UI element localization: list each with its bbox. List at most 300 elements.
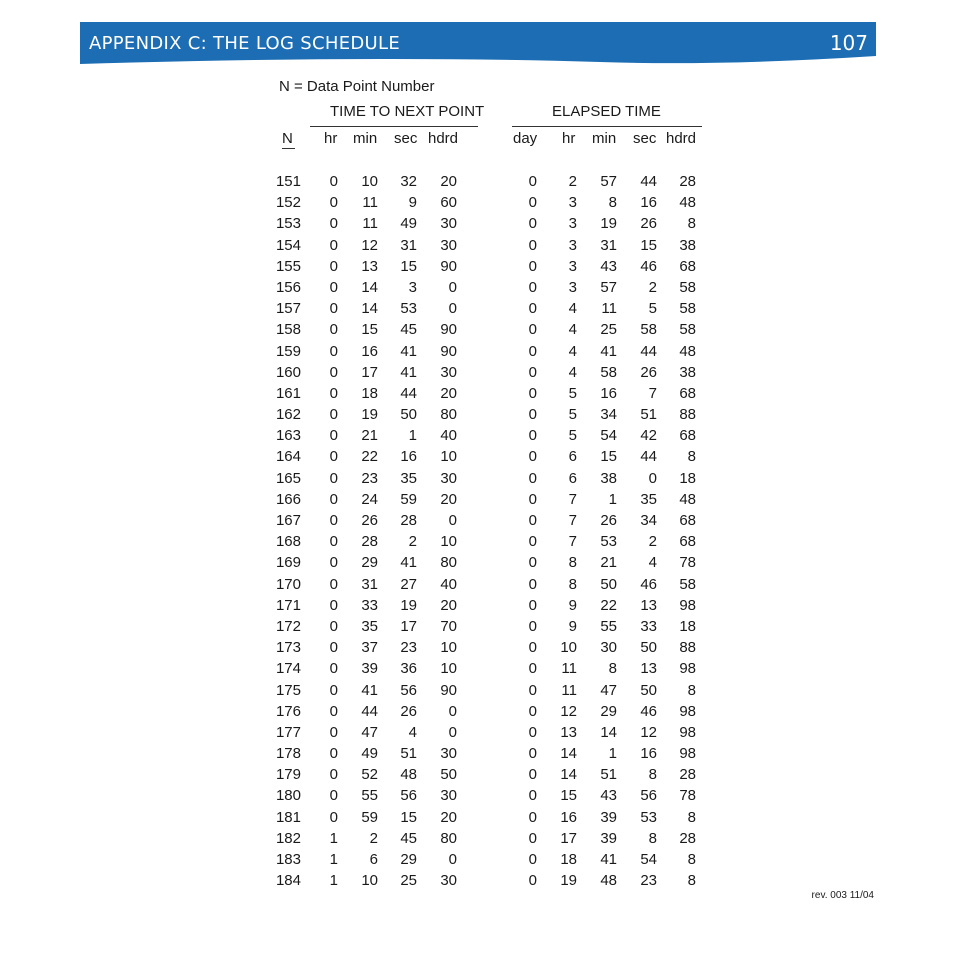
cell-sec: 15 [400,257,417,275]
cell-elapsed-hdrd: 48 [679,342,696,360]
cell-sec: 56 [400,787,417,805]
cell-n: 156 [275,278,301,296]
cell-min: 28 [361,533,378,551]
cell-min: 16 [361,342,378,360]
cell-n: 151 [275,173,301,190]
col-header-elapsed-hr: hr [562,130,576,147]
col-header-n: N [282,130,293,147]
cell-min: 59 [361,808,378,826]
cell-sec: 53 [400,300,417,318]
cell-hr: 0 [329,194,338,212]
cell-n: 171 [275,596,301,614]
col-header-elapsed-min: min [592,130,617,147]
cell-n: 174 [275,660,301,678]
cell-n: 178 [275,745,301,763]
cell-hr: 0 [329,617,338,635]
cell-min: 22 [361,448,378,466]
cell-min: 12 [361,236,378,254]
cell-elapsed-sec: 51 [640,406,657,424]
cell-elapsed-hdrd: 8 [687,681,696,699]
cell-day: 0 [528,596,537,614]
cell-hr: 0 [329,215,338,233]
cell-elapsed-min: 53 [600,533,617,551]
cell-elapsed-hr: 3 [568,257,577,275]
cell-elapsed-sec: 44 [640,448,657,466]
cell-hdrd: 40 [440,575,457,593]
cell-n: 157 [275,300,301,318]
cell-elapsed-min: 38 [600,469,617,487]
cell-elapsed-min: 57 [600,173,617,190]
cell-sec: 31 [400,236,417,254]
cell-n: 179 [275,766,301,784]
cell-elapsed-min: 43 [600,257,617,275]
cell-hdrd: 30 [440,215,457,233]
cell-hr: 0 [329,533,338,551]
cell-hr: 0 [329,490,338,508]
cell-n: 182 [275,829,301,847]
cell-elapsed-hdrd: 98 [679,702,696,720]
cell-elapsed-hdrd: 38 [679,363,696,381]
cell-day: 0 [528,851,537,868]
cell-elapsed-min: 16 [600,384,617,402]
cell-min: 10 [361,872,378,890]
cell-hdrd: 20 [440,490,457,508]
cell-hr: 1 [329,872,338,890]
cell-day: 0 [528,639,537,657]
col-header-day: day [513,130,538,147]
cell-n: 180 [275,787,301,805]
cell-elapsed-sec: 50 [640,681,657,699]
cell-hdrd: 10 [440,533,457,551]
cell-n: 164 [275,448,301,466]
cell-elapsed-hdrd: 28 [679,766,696,784]
cell-elapsed-min: 34 [600,406,617,424]
cell-elapsed-sec: 4 [648,554,657,572]
cell-min: 15 [361,321,378,339]
cell-elapsed-hdrd: 88 [679,406,696,424]
cell-hdrd: 10 [440,639,457,657]
cell-elapsed-min: 29 [600,702,617,720]
col-header-sec: sec [394,130,418,147]
cell-elapsed-min: 30 [600,639,617,657]
cell-hr: 0 [329,300,338,318]
col-header-elapsed-hdrd: hdrd [666,130,697,147]
cell-min: 41 [361,681,378,699]
cell-sec: 27 [400,575,417,593]
cell-min: 17 [361,363,378,381]
cell-elapsed-sec: 23 [640,872,657,890]
cell-sec: 32 [400,173,417,190]
cell-hr: 0 [329,766,338,784]
cell-elapsed-hr: 10 [560,639,577,657]
cell-elapsed-hr: 4 [568,321,577,339]
cell-day: 0 [528,787,537,805]
cell-hdrd: 10 [440,660,457,678]
cell-elapsed-min: 41 [600,342,617,360]
cell-day: 0 [528,745,537,763]
cell-sec: 51 [400,745,417,763]
cell-elapsed-sec: 8 [648,766,657,784]
cell-elapsed-hr: 4 [568,300,577,318]
cell-elapsed-hdrd: 8 [687,872,696,890]
cell-min: 19 [361,406,378,424]
cell-elapsed-hr: 3 [568,278,577,296]
cell-hdrd: 20 [440,596,457,614]
cell-day: 0 [528,406,537,424]
cell-hr: 0 [329,554,338,572]
cell-elapsed-sec: 46 [640,702,657,720]
cell-day: 0 [528,533,537,551]
cell-sec: 4 [408,723,417,741]
cell-elapsed-min: 58 [600,363,617,381]
cell-min: 11 [362,215,378,233]
cell-elapsed-hr: 5 [568,384,577,402]
cell-hdrd: 90 [440,257,457,275]
cell-n: 177 [275,723,301,741]
cell-hdrd: 20 [440,808,457,826]
cell-n: 176 [275,702,301,720]
cell-elapsed-hr: 7 [568,533,577,551]
cell-day: 0 [528,236,537,254]
cell-day: 0 [528,384,537,402]
cell-elapsed-sec: 42 [640,427,657,445]
cell-day: 0 [528,427,537,445]
cell-hdrd: 30 [440,745,457,763]
cell-elapsed-hdrd: 58 [679,278,696,296]
cell-hdrd: 20 [440,384,457,402]
cell-sec: 45 [400,829,417,847]
cell-hr: 0 [329,427,338,445]
cell-hdrd: 30 [440,787,457,805]
cell-elapsed-sec: 7 [648,384,657,402]
cell-hr: 0 [329,236,338,254]
cell-n: 152 [275,194,301,212]
cell-elapsed-hdrd: 78 [679,554,696,572]
cell-day: 0 [528,173,537,190]
cell-elapsed-hr: 13 [560,723,577,741]
cell-hr: 0 [329,448,338,466]
cell-sec: 41 [400,363,417,381]
cell-min: 23 [361,469,378,487]
cell-sec: 29 [400,851,417,868]
cell-elapsed-sec: 34 [640,512,657,529]
cell-elapsed-hdrd: 58 [679,300,696,318]
cell-elapsed-min: 26 [600,512,617,529]
cell-elapsed-min: 31 [600,236,617,254]
cell-hdrd: 0 [448,278,457,296]
cell-elapsed-sec: 8 [648,829,657,847]
cell-min: 39 [361,660,378,678]
cell-hdrd: 80 [440,406,457,424]
cell-min: 35 [361,617,378,635]
cell-elapsed-sec: 16 [640,745,657,763]
cell-elapsed-sec: 26 [640,363,657,381]
cell-elapsed-sec: 46 [640,575,657,593]
group-header-time-to-next: TIME TO NEXT POINT [330,103,485,120]
cell-elapsed-hr: 6 [568,448,577,466]
cell-elapsed-min: 14 [600,723,617,741]
cell-day: 0 [528,660,537,678]
cell-hr: 0 [329,173,338,190]
cell-elapsed-hr: 12 [560,702,577,720]
cell-n: 159 [275,342,301,360]
col-header-min: min [353,130,378,147]
cell-min: 13 [361,257,378,275]
revision-footer: rev. 003 11/04 [811,890,874,901]
cell-elapsed-hdrd: 8 [687,808,696,826]
cell-sec: 1 [408,427,417,445]
cell-elapsed-hdrd: 68 [679,533,696,551]
col-header-hr: hr [324,130,338,147]
cell-elapsed-min: 22 [600,596,617,614]
cell-day: 0 [528,278,537,296]
cell-min: 14 [361,278,378,296]
cell-min: 24 [361,490,378,508]
cell-n: 173 [275,639,301,657]
cell-min: 18 [361,384,378,402]
cell-min: 29 [361,554,378,572]
cell-n: 183 [275,851,301,868]
n-underline [282,148,295,149]
cell-elapsed-hr: 3 [568,194,577,212]
cell-elapsed-sec: 26 [640,215,657,233]
cell-sec: 41 [400,342,417,360]
cell-elapsed-hdrd: 58 [679,321,696,339]
cell-hr: 0 [329,745,338,763]
cell-sec: 9 [408,194,417,212]
cell-day: 0 [528,702,537,720]
cell-n: 181 [275,808,301,826]
cell-min: 10 [361,173,378,190]
cell-min: 31 [361,575,378,593]
cell-min: 37 [361,639,378,657]
cell-min: 6 [369,851,378,868]
cell-hr: 0 [329,723,338,741]
cell-hdrd: 30 [440,469,457,487]
cell-elapsed-min: 21 [600,554,617,572]
cell-day: 0 [528,342,537,360]
cell-elapsed-hr: 14 [560,766,577,784]
cell-sec: 19 [400,596,417,614]
cell-n: 158 [275,321,301,339]
cell-elapsed-hdrd: 68 [679,384,696,402]
cell-elapsed-min: 41 [600,851,617,868]
cell-hdrd: 80 [440,829,457,847]
cell-elapsed-hr: 8 [568,554,577,572]
col-header-hdrd: hdrd [428,130,459,147]
cell-hr: 0 [329,787,338,805]
cell-hr: 0 [329,363,338,381]
cell-min: 21 [361,427,378,445]
cell-elapsed-hdrd: 28 [679,173,696,190]
cell-elapsed-hr: 18 [560,851,577,868]
cell-hdrd: 90 [440,321,457,339]
cell-elapsed-hr: 4 [568,363,577,381]
cell-elapsed-min: 55 [600,617,617,635]
cell-hr: 1 [329,829,338,847]
cell-n: 170 [275,575,301,593]
cell-sec: 26 [400,702,417,720]
cell-sec: 35 [400,469,417,487]
cell-elapsed-min: 8 [608,660,617,678]
cell-sec: 56 [400,681,417,699]
cell-elapsed-sec: 46 [640,257,657,275]
cell-elapsed-hr: 7 [568,490,577,508]
cell-elapsed-hdrd: 68 [679,427,696,445]
cell-elapsed-min: 11 [601,300,617,318]
cell-hdrd: 30 [440,872,457,890]
cell-elapsed-min: 50 [600,575,617,593]
cell-day: 0 [528,363,537,381]
cell-elapsed-hr: 11 [561,660,577,678]
cell-n: 169 [275,554,301,572]
cell-sec: 41 [400,554,417,572]
cell-day: 0 [528,575,537,593]
cell-elapsed-min: 57 [600,278,617,296]
cell-hdrd: 70 [440,617,457,635]
cell-elapsed-sec: 44 [640,173,657,190]
cell-min: 47 [361,723,378,741]
cell-elapsed-hr: 5 [568,427,577,445]
cell-elapsed-hr: 9 [568,617,577,635]
cell-elapsed-hr: 5 [568,406,577,424]
cell-elapsed-sec: 44 [640,342,657,360]
cell-elapsed-min: 39 [600,808,617,826]
cell-n: 167 [275,512,301,529]
cell-elapsed-sec: 15 [640,236,657,254]
cell-hdrd: 0 [448,851,457,868]
cell-elapsed-hdrd: 68 [679,257,696,275]
cell-hdrd: 80 [440,554,457,572]
time-to-next-rule [310,126,478,127]
cell-hdrd: 90 [440,342,457,360]
cell-day: 0 [528,215,537,233]
cell-sec: 16 [400,448,417,466]
cell-elapsed-min: 43 [600,787,617,805]
cell-day: 0 [528,448,537,466]
cell-elapsed-sec: 58 [640,321,657,339]
page-number: 107 [829,31,868,55]
cell-elapsed-hr: 3 [568,215,577,233]
cell-min: 49 [361,745,378,763]
cell-hr: 1 [329,851,338,868]
cell-hr: 0 [329,342,338,360]
cell-elapsed-hr: 7 [568,512,577,529]
cell-elapsed-hdrd: 8 [687,851,696,868]
cell-elapsed-hr: 19 [560,872,577,890]
cell-elapsed-hdrd: 88 [679,639,696,657]
cell-elapsed-hdrd: 98 [679,596,696,614]
cell-n: 162 [275,406,301,424]
cell-hr: 0 [329,681,338,699]
cell-elapsed-hdrd: 48 [679,490,696,508]
cell-elapsed-sec: 16 [640,194,657,212]
cell-sec: 50 [400,406,417,424]
group-header-elapsed: ELAPSED TIME [552,103,661,120]
cell-n: 166 [275,490,301,508]
cell-elapsed-hdrd: 18 [679,469,696,487]
cell-elapsed-sec: 54 [640,851,657,868]
cell-n: 168 [275,533,301,551]
cell-sec: 44 [400,384,417,402]
header-banner [80,22,876,66]
cell-elapsed-hdrd: 18 [679,617,696,635]
cell-sec: 25 [400,872,417,890]
cell-elapsed-hdrd: 98 [679,745,696,763]
cell-elapsed-min: 48 [600,872,617,890]
cell-elapsed-sec: 50 [640,639,657,657]
cell-elapsed-hdrd: 8 [687,215,696,233]
cell-elapsed-hdrd: 58 [679,575,696,593]
cell-hr: 0 [329,808,338,826]
cell-elapsed-min: 25 [600,321,617,339]
cell-hr: 0 [329,596,338,614]
cell-hr: 0 [329,660,338,678]
cell-elapsed-min: 19 [600,215,617,233]
cell-elapsed-sec: 33 [640,617,657,635]
cell-elapsed-min: 54 [600,427,617,445]
cell-n: 184 [275,872,301,890]
cell-hdrd: 30 [440,363,457,381]
cell-elapsed-sec: 56 [640,787,657,805]
cell-min: 11 [362,194,378,212]
cell-hdrd: 60 [440,194,457,212]
cell-n: 161 [275,384,301,402]
page-title: APPENDIX C: THE LOG SCHEDULE [89,33,401,54]
cell-elapsed-hr: 17 [560,829,577,847]
cell-day: 0 [528,300,537,318]
cell-elapsed-sec: 53 [640,808,657,826]
cell-elapsed-hdrd: 38 [679,236,696,254]
elapsed-rule [512,126,702,127]
cell-elapsed-sec: 0 [648,469,657,487]
cell-sec: 17 [400,617,417,635]
cell-elapsed-hdrd: 98 [679,660,696,678]
col-header-elapsed-sec: sec [633,130,657,147]
cell-sec: 48 [400,766,417,784]
cell-day: 0 [528,766,537,784]
cell-hdrd: 0 [448,723,457,741]
cell-elapsed-sec: 2 [648,533,657,551]
cell-sec: 59 [400,490,417,508]
cell-hr: 0 [329,702,338,720]
cell-day: 0 [528,872,537,890]
cell-hr: 0 [329,575,338,593]
cell-elapsed-hr: 6 [568,469,577,487]
cell-n: 172 [275,617,301,635]
cell-day: 0 [528,469,537,487]
cell-n: 153 [275,215,301,233]
cell-hdrd: 20 [440,173,457,190]
cell-hdrd: 40 [440,427,457,445]
cell-elapsed-hdrd: 8 [687,448,696,466]
cell-day: 0 [528,490,537,508]
cell-day: 0 [528,681,537,699]
cell-hr: 0 [329,257,338,275]
cell-elapsed-min: 47 [600,681,617,699]
cell-elapsed-hr: 16 [560,808,577,826]
cell-sec: 15 [400,808,417,826]
cell-day: 0 [528,257,537,275]
cell-day: 0 [528,194,537,212]
cell-elapsed-hr: 4 [568,342,577,360]
cell-min: 52 [361,766,378,784]
cell-elapsed-sec: 13 [640,660,657,678]
cell-min: 2 [369,829,378,847]
cell-elapsed-min: 1 [608,745,617,763]
cell-elapsed-sec: 13 [640,596,657,614]
cell-day: 0 [528,808,537,826]
